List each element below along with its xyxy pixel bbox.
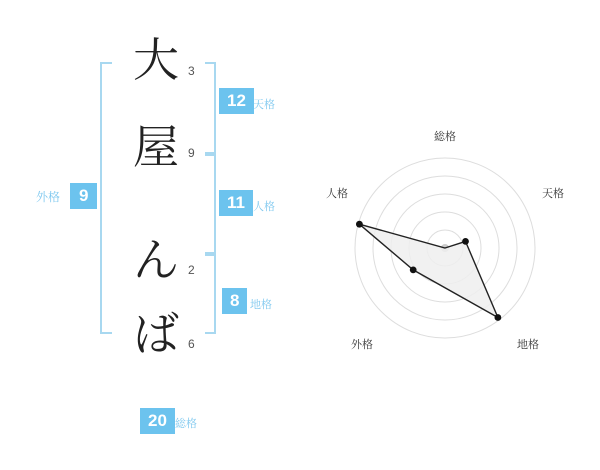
tenkaku-badge: 12 [219, 88, 254, 114]
radar-axis-label-soukaku: 総格 [434, 131, 456, 143]
name-character-1: 大 [133, 35, 179, 86]
radar-point-jinkaku [356, 221, 363, 228]
radar-point-chikaku [495, 314, 502, 321]
radar-data-polygon [359, 224, 498, 317]
radar-axis-label-jinkaku: 人格 [326, 188, 348, 200]
radar-series-gokaku [356, 221, 501, 321]
soukaku-badge: 20 [140, 408, 175, 434]
outer-kaku-label: 外格 [36, 190, 61, 204]
radar-point-gaikaku [410, 267, 417, 274]
name-character-4: ば [133, 309, 179, 360]
outer-kaku-bracket [100, 62, 112, 334]
radar-chart-svg [310, 0, 600, 470]
chikaku-label: 地格 [250, 299, 272, 311]
name-character-3: ん [133, 235, 179, 286]
chikaku-badge: 8 [222, 288, 247, 314]
name-character-2: 屋 [133, 122, 179, 173]
radar-chart-panel [310, 0, 600, 470]
radar-axis-label-tenkaku: 天格 [542, 188, 564, 200]
stroke-count-1: 3 [188, 64, 195, 78]
jinkaku-label: 人格 [253, 201, 275, 213]
radar-axis-label-gaikaku: 外格 [351, 339, 373, 351]
stroke-count-3: 2 [188, 263, 195, 277]
stroke-count-4: 6 [188, 337, 195, 351]
outer-kaku-badge: 9 [70, 183, 97, 209]
soukaku-label: 総格 [175, 418, 197, 430]
radar-axis-label-chikaku: 地格 [517, 339, 539, 351]
jinkaku-badge: 11 [219, 190, 253, 216]
tenkaku-bracket [205, 62, 216, 156]
stroke-count-2: 9 [188, 146, 195, 160]
tenkaku-label: 天格 [253, 99, 275, 111]
jinkaku-bracket [205, 152, 216, 256]
radar-point-tenkaku [462, 238, 469, 245]
chikaku-bracket [205, 252, 216, 334]
